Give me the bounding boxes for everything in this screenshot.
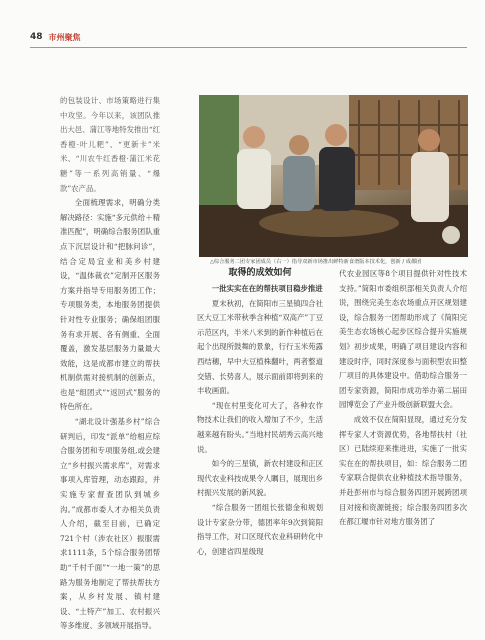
page-number: 48 xyxy=(30,32,43,42)
section-title: 市州聚焦 xyxy=(48,32,81,42)
paragraph: 如今的三星镇，新农村建设和正区现代农业科技成果令人瞩目，展现出乡村振兴发展的新风貌。 xyxy=(197,459,323,498)
header-divider xyxy=(30,47,467,48)
paragraph: “湖北设计强基乡村”综合研判后，印发“派单”给相应综合服务团和专项服务组,或会建立“乡村振兴需求库”，对需求事项入库管理，动态跟踪，并实施专家督查团队到城乡沟。”成都市委人才办相关负责人介绍，截至目前，已确定721个村（涉农社区）振服需求1111条，5个综合服务团帮助“千村千面”“一地一策”的思路为服务地制定了帮扶帮扶方案，从乡村发展、镇村建设、“土特产”加工、农村振兴等多维度、多领域开展指导。 xyxy=(60,417,160,631)
article-column-2 xyxy=(197,282,323,559)
paragraph: 成效不仅在简阳显现，通过充分发挥专家人才资源优势，各地帮扶村（社区）已陆续迎来推进进，实施了一批实实在在的帮扶项目，如：综合服务二团专家联合提供农业种植技术指导服务，并赴彭州市与综合服务四团开展跨团项目对接和资源链接；综合服务四团多次在都江堰市针对地方服务团了 xyxy=(339,414,467,527)
article-photo xyxy=(199,95,468,257)
paragraph: 夏末秋初，在简阳市三星镇四合社区大豆工米带秋季含种植“双高产”丁豆示范区内，半米八米到的新作种植后在起个出现所鼓舞的景象，行行玉米苑露西结穗，早中大豆植株翻叶，两者整道交错、长势喜人，展示面前即将到来的丰收画面。 xyxy=(197,298,323,396)
page-header xyxy=(30,30,81,44)
article-column-3 xyxy=(339,267,467,530)
photo-illustration xyxy=(199,95,468,257)
paragraph: “现在村里变化可大了，各种农作物技术让我们的收入增加了不少，生活越来越有盼头。”当地村民胡秀云高兴地说。 xyxy=(197,400,323,454)
photo-caption: △综合服务二团专家团成员（右一）指导双新市场推出鲜特新食谱版本技术化，创新 / 成都团 xyxy=(210,259,422,265)
paragraph: “综合服务一团组长张德金和规划设计专家杂分带，德团率年9次到简阳指导工作，对口区现代农业科研转化中心，创建省四星级现 xyxy=(197,502,323,556)
section-subheading: 一批实实在在的帮扶项目稳步推进 xyxy=(211,284,323,293)
paragraph: 全面梳理需求，明确分类解决路径：实施“多元供给＋精准匹配”，明确综合服务团队重点下沉层设计和“把脉问诊”，结合定局宜业和美乡村建设，“温体裁衣”定制开区服务方案并指导专用服务团工作；专项服务类，本地服务团提供针对性专业服务；确保组团服务有求开展、各有侧重、全面覆盖，激发基层服务力量最大效能，这是成都市建立的帮扶机制供需对接机制的创新点，也是“组团式”“返回式”服务的特色所在。 xyxy=(60,198,160,412)
section-heading: 取得的成效如何 xyxy=(228,268,292,278)
paragraph: 代农业园区等8个项目提供针对性技术支持。”简阳市委组织部相关负责人介绍说，围绕完美生态农场重点开区规划建设，综合服务一团帮助形成了《简阳完美生态农场核心起步区综合提升实施规划》初步成果，明确了项目建设内容和建设时序，同时深度参与面积型农田整厂项目的具体建设中。借助综合服务一团专家资源，简阳市成功举办第二届田园博览会了产业升级创新联盟大会。 xyxy=(339,269,467,410)
paragraph: 的包装设计、市场策略进行集中攻坚。今年以来，该团队推出大邑、蒲江等地特发推出“红香橙·叶儿粑”、“更新卡”米米、“川农牛红香橙·蒲江米花糖”等一系列高销量、“爆款”农产品。 xyxy=(60,96,160,193)
article-column-1 xyxy=(60,94,160,634)
